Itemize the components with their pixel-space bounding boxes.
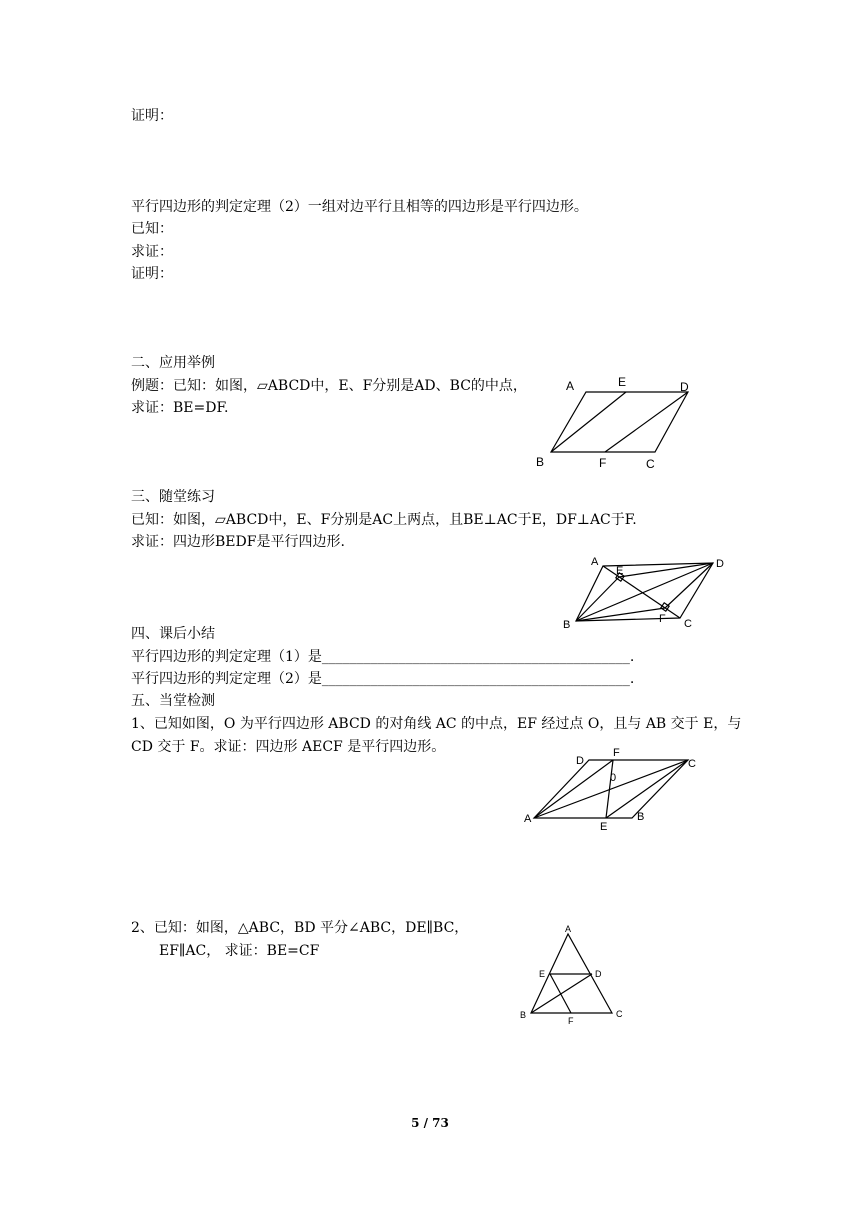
page-number: 5 / 73 xyxy=(411,1116,449,1130)
fig2-label-f: F xyxy=(659,613,666,625)
fig3-label-o: 0 xyxy=(610,772,617,784)
fig4-label-d: D xyxy=(595,969,602,979)
q1-line-1: 1、已知如图，O 为平行四边形 ABCD 的对角线 AC 的中点，EF 经过点 O，且与 AB 交于 E，与 xyxy=(131,716,742,732)
given-rest: ABCD中，E、F分别是AC上两点，且BE⊥AC于E，DF⊥AC于F. xyxy=(225,512,637,528)
fig1-label-b: B xyxy=(536,455,545,469)
given-prefix: 已知：如图， xyxy=(131,512,215,528)
fig1-label-e: E xyxy=(618,375,627,389)
fig3-label-a: A xyxy=(524,813,532,825)
summary-item-2 xyxy=(131,669,634,689)
fig4-label-b: B xyxy=(520,1010,527,1020)
fig2-label-d: D xyxy=(716,558,724,570)
fig2-label-a: A xyxy=(591,556,599,568)
summary-item-1-blank[interactable]: ____________________________________________. xyxy=(321,649,635,665)
proof-label-1: 证明： xyxy=(131,108,173,124)
fig1-label-c: C xyxy=(646,457,655,471)
theorem2-statement: 平行四边形的判定定理（2）一组对边平行且相等的四边形是平行四边形。 xyxy=(131,199,588,215)
fig3-label-b: B xyxy=(637,811,645,823)
parallelogram-symbol-2: ▱ xyxy=(215,512,226,528)
q2-line-1: 2、已知：如图，△ABC，BD 平分∠ABC，DE∥BC， xyxy=(131,920,469,936)
theorem2-prove: 求证： xyxy=(131,244,173,260)
fig1-label-d: D xyxy=(680,380,689,394)
summary-item-2-blank[interactable]: ____________________________________________. xyxy=(321,671,635,687)
section5-heading: 五、当堂检测 xyxy=(131,693,215,709)
example-prefix: 例题：已知：如图， xyxy=(131,378,257,394)
fig1-label-f: F xyxy=(599,456,607,470)
fig3-label-f: F xyxy=(613,747,620,759)
fig2-label-b: B xyxy=(563,619,571,631)
theorem2-given: 已知： xyxy=(131,221,173,237)
fig4-label-c: C xyxy=(616,1009,623,1019)
fig1-label-a: A xyxy=(566,379,575,393)
summary-item-1 xyxy=(131,647,634,667)
fig4-label-f: F xyxy=(568,1016,574,1026)
section3-prove: 求证：四边形BEDF是平行四边形. xyxy=(131,534,345,550)
fig4-label-a: A xyxy=(565,924,572,934)
section2-example xyxy=(131,376,527,396)
parallelogram-symbol: ▱ xyxy=(257,378,268,394)
q1-line-2: CD 交于 F。求证：四边形 AECF 是平行四边形。 xyxy=(131,739,446,755)
fig4-label-e: E xyxy=(539,969,546,979)
section3-given xyxy=(131,510,637,530)
section3-heading: 三、随堂练习 xyxy=(131,489,215,505)
fig3-label-d: D xyxy=(576,755,584,767)
fig2-label-c: C xyxy=(684,618,692,630)
summary-item-2-label: 平行四边形的判定定理（2）是 xyxy=(131,671,322,687)
section2-prove: 求证：BE=DF. xyxy=(131,400,229,416)
example-rest: ABCD中，E、F分别是AD、BC的中点， xyxy=(267,378,527,394)
summary-item-1-label: 平行四边形的判定定理（1）是 xyxy=(131,649,322,665)
theorem2-proof: 证明： xyxy=(131,266,173,282)
fig3-label-e: E xyxy=(600,821,608,833)
section2-heading: 二、应用举例 xyxy=(131,355,215,371)
section4-heading: 四、课后小结 xyxy=(131,626,215,642)
q2-line-2: EF∥AC， 求证：BE=CF xyxy=(159,943,320,959)
fig2-label-e: E xyxy=(616,565,624,577)
fig3-label-c: C xyxy=(688,758,696,770)
